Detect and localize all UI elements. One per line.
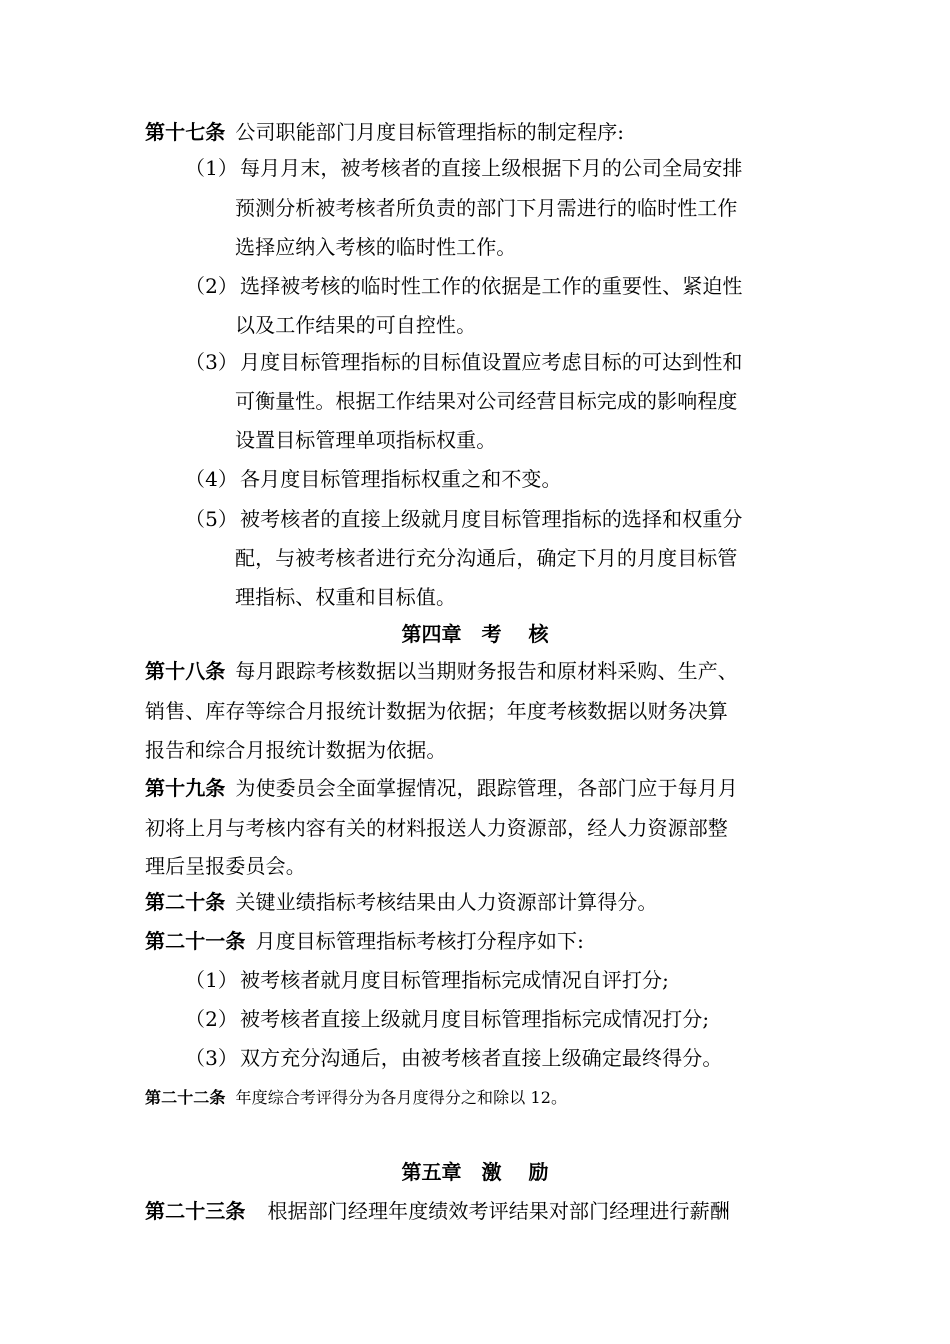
item-line: 被考核者的直接上级就月度目标管理指标的选择和权重分 [240, 507, 743, 531]
article-19 [145, 774, 738, 802]
article-21-label: 第二十一条 [145, 929, 246, 953]
item-line: 预测分析被考核者所负责的部门下月需进行的临时性工作 [235, 196, 738, 220]
article-18-line: 报告和综合月报统计数据为依据。 [145, 738, 447, 762]
article-18-line: 每月跟踪考核数据以当期财务报告和原材料采购、生产、 [235, 659, 738, 683]
article-21-text: 月度目标管理指标考核打分程序如下: [255, 929, 584, 953]
article-18-label: 第十八条 [145, 659, 226, 683]
article-17-label: 第十七条 [145, 120, 226, 144]
article-17-item-5 [185, 505, 743, 533]
article-17-item-1 [185, 154, 743, 182]
article-17-item-3 [185, 348, 743, 376]
item-number: （1） [185, 156, 239, 180]
item-line: 设置目标管理单项指标权重。 [235, 428, 497, 452]
item-line: 选择被考核的临时性工作的依据是工作的重要性、紧迫性 [240, 274, 743, 298]
item-number: （2） [185, 1007, 239, 1031]
article-19-line: 初将上月与考核内容有关的材料报送人力资源部，经人力资源部整 [145, 816, 728, 840]
item-number: （1） [185, 968, 239, 992]
article-21-item-2 [185, 1005, 709, 1033]
article-23-label: 第二十三条 [145, 1199, 246, 1223]
article-21-item-3 [185, 1044, 722, 1072]
item-line: 理指标、权重和目标值。 [235, 585, 457, 609]
article-20-label: 第二十条 [145, 890, 226, 914]
item-text: 被考核者直接上级就月度目标管理指标完成情况打分; [240, 1007, 710, 1031]
article-22 [145, 1087, 567, 1109]
item-line: 可衡量性。根据工作结果对公司经营目标完成的影响程度 [235, 389, 738, 413]
article-21 [145, 927, 584, 955]
article-19-line: 理后呈报委员会。 [145, 854, 306, 878]
chapter-4-heading: 第四章 考 核 [401, 622, 549, 646]
item-line: 以及工作结果的可自控性。 [235, 313, 477, 337]
item-number: （5） [185, 507, 239, 531]
article-17-text: 公司职能部门月度目标管理指标的制定程序: [235, 120, 625, 144]
chapter-5-heading: 第五章 激 励 [401, 1160, 549, 1184]
item-number: （3） [185, 1046, 239, 1070]
article-20 [145, 888, 658, 916]
article-22-label: 第二十二条 [145, 1088, 226, 1107]
item-number: （2） [185, 274, 239, 298]
article-21-item-1 [185, 966, 669, 994]
article-17-item-4 [185, 465, 562, 493]
article-19-label: 第十九条 [145, 776, 226, 800]
item-line: 每月月末，被考核者的直接上级根据下月的公司全局安排 [240, 156, 743, 180]
article-18-line: 销售、库存等综合月报统计数据为依据；年度考核数据以财务决算 [145, 699, 728, 723]
item-line: 各月度目标管理指标权重之和不变。 [240, 467, 562, 491]
article-19-line: 为使委员会全面掌握情况，跟踪管理，各部门应于每月月 [235, 776, 738, 800]
article-20-text: 关键业绩指标考核结果由人力资源部计算得分。 [235, 890, 658, 914]
item-line: 月度目标管理指标的目标值设置应考虑目标的可达到性和 [240, 350, 743, 374]
item-line: 选择应纳入考核的临时性工作。 [235, 235, 517, 259]
item-line: 配，与被考核者进行充分沟通后，确定下月的月度目标管 [235, 546, 738, 570]
article-17 [145, 118, 624, 146]
item-number: （4） [185, 467, 239, 491]
item-number: （3） [185, 350, 239, 374]
item-text: 双方充分沟通后，由被考核者直接上级确定最终得分。 [240, 1046, 723, 1070]
article-17-item-2 [185, 272, 743, 300]
article-18 [145, 657, 738, 685]
article-22-text: 年度综合考评得分为各月度得分之和除以 12。 [235, 1088, 568, 1107]
item-text: 被考核者就月度目标管理指标完成情况自评打分; [240, 968, 669, 992]
article-23-text: 根据部门经理年度绩效考评结果对部门经理进行薪酬 [267, 1199, 730, 1223]
article-23 [145, 1197, 730, 1225]
